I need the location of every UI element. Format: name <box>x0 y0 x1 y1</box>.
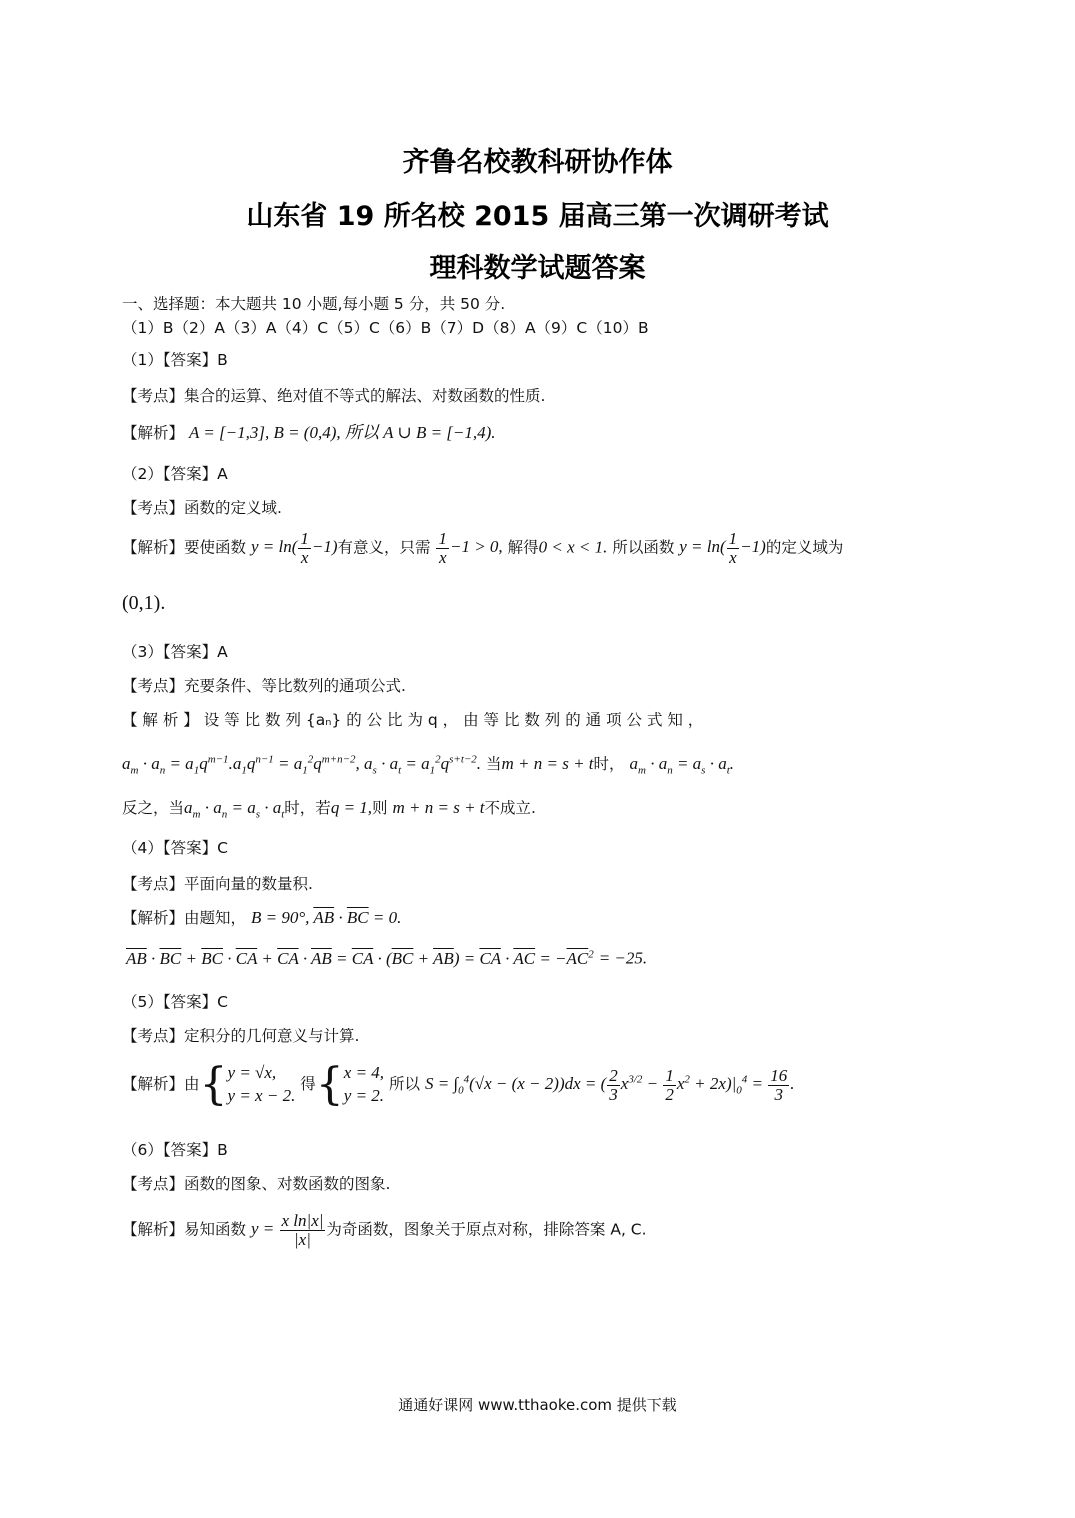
q4-analysis-label: 【解析】 <box>122 909 185 927</box>
q4-vector-sum: $\overline{AB} \cdot \overline{BC} + \overline{BC} \cdot \overline{CA} + \overline{CA} \cdot \overline{AB} = \overline{CA} \cdot (\overline{BC} + \overline{AB}) = \overline{CA} \cdot \overline{AC} = -\overline{AC}^2$ <box>126 948 594 968</box>
q3-line1-text: 设 等 比 数 列 {aₙ} 的 公 比 为 q ， 由 等 比 数 列 的 通 项 公 式 知 ， <box>203 711 704 729</box>
q1-point: 【考点】集合的运算、绝对值不等式的解法、对数函数的性质. <box>122 387 546 405</box>
q4-line1-text: 由题知， <box>184 909 247 927</box>
q2-text-e: 的定义域为 <box>765 538 844 557</box>
q3-converse: $a_m \cdot a_n = a_s \cdot a_t$ <box>184 798 285 821</box>
q3-q-eq: q = 1, <box>330 798 373 817</box>
q1-answer: （1）【答案】B <box>122 351 228 369</box>
q2-text-a: 要使函数 <box>184 538 247 557</box>
q2-point: 【考点】函数的定义域. <box>122 499 282 517</box>
q3-analysis-line3 <box>122 796 536 820</box>
q2-func-1: y = ln( $\frac{1}{x}$ −1) <box>250 529 338 567</box>
q3-conclusion: $a_m \cdot a_n = a_s \cdot a_t$. <box>629 754 735 777</box>
q3-cond: m + n = s + t <box>501 754 594 773</box>
q4-analysis-line2 <box>126 948 647 969</box>
header-line-1: 齐鲁名校教科研协作体 <box>402 147 673 178</box>
q5-text-de: 得 <box>300 1074 316 1093</box>
q3-line2-when: 当 <box>485 755 502 773</box>
header-line-3: 理科数学试题答案 <box>429 253 646 284</box>
q2-answer: （2）【答案】A <box>122 465 228 483</box>
q1-analysis-label: 【解析】 <box>122 424 185 442</box>
q2-analysis <box>122 530 843 567</box>
q2-func-2: y = ln( $\frac{1}{x}$ −1) <box>679 529 766 567</box>
q4-angle: B = 90°, $\overline{AB} \cdot \overline{BC} = 0$. <box>250 908 402 927</box>
q5-integral: $S = \int_0^4(√x - (x - 2))dx$ = ( $\frac{2}{3}$ $x^{3/2}$ − $\frac{1}{2}$ $x^2 + 2x)|_0^4$ = $\frac{16}{3}$ . <box>424 1065 795 1104</box>
q2-range: 0 < x < 1. <box>538 537 608 557</box>
header-line-2: 山东省 19 所名校 2015 届高三第一次调研考试 <box>246 201 829 232</box>
section-heading: 一、选择题：本大题共 10 小题,每小题 5 分，共 50 分. <box>122 295 506 313</box>
q5-analysis-label: 【解析】 <box>122 1074 185 1093</box>
q3-line2-shi: 时， <box>593 755 625 773</box>
q2-text-b: 有意义，只需 <box>337 538 431 557</box>
q3-formula: $a_m \cdot a_n = a_1q^{m-1}.a_1q^{n-1} = a_1^2q^{m+n-2}$, $a_s \cdot a_t = a_1^2q^{s+t-2}$. <box>122 753 482 777</box>
q2-analysis-label: 【解析】 <box>122 538 185 557</box>
q5-text-suoyi: 所以 <box>389 1074 421 1093</box>
q3-mnst: m + n = s + t <box>392 798 485 817</box>
q5-brace-right-icon: { <box>315 1058 344 1110</box>
q4-answer: （4）【答案】C <box>122 839 228 857</box>
q3-answer: （3）【答案】A <box>122 643 228 661</box>
q2-text-d: 所以函数 <box>612 538 675 557</box>
footer: 通通好课网 www.tthaoke.com 提供下载 <box>398 1396 677 1414</box>
q2-result: (0,1). <box>122 592 166 614</box>
answer-summary: （1）B（2）A（3）A（4）C（5）C（6）B（7）D（8）A（9）C（10）B <box>122 319 649 337</box>
q5-answer: （5）【答案】C <box>122 993 228 1011</box>
q3-analysis-line2 <box>122 752 734 776</box>
q3-point: 【考点】充要条件、等比数列的通项公式. <box>122 677 406 695</box>
q4-analysis-line1 <box>122 906 401 928</box>
q3-line3-b: 时，若 <box>284 799 331 817</box>
q3-analysis-line1 <box>122 708 703 730</box>
q6-analysis-label: 【解析】 <box>122 1220 185 1239</box>
q3-analysis-label: 【 解 析 】 <box>122 711 199 729</box>
q1-analysis <box>122 418 496 443</box>
q4-result: = −25. <box>598 948 648 968</box>
q6-text-a: 易知函数 <box>184 1220 247 1239</box>
q3-line3-d: 不成立. <box>484 799 536 817</box>
q6-answer: （6）【答案】B <box>122 1141 228 1159</box>
q4-point: 【考点】平面向量的数量积. <box>122 875 313 893</box>
q6-analysis <box>122 1212 647 1249</box>
q5-system-1: y = √x, y = x − 2. <box>227 1063 296 1105</box>
q5-point: 【考点】定积分的几何意义与计算. <box>122 1027 360 1045</box>
q6-text-b: 为奇函数，图象关于原点对称，排除答案 A, C. <box>326 1220 647 1239</box>
q3-line3-a: 反之，当 <box>122 799 185 817</box>
q5-brace-left-icon: { <box>199 1058 228 1110</box>
q2-text-c: 解得 <box>507 538 539 557</box>
q5-system-2: x = 4, y = 2. <box>343 1063 385 1105</box>
q3-line3-c: 则 <box>372 799 388 817</box>
q5-text-you: 由 <box>184 1074 200 1093</box>
q1-analysis-math: A = [−1,3], B = (0,4), 所以 A ∪ B = [−1,4). <box>188 423 496 442</box>
q6-point: 【考点】函数的图象、对数函数的图象. <box>122 1175 391 1193</box>
q6-function: y = $\frac{\text{x ln|x|}}{|x|}$ <box>250 1211 324 1249</box>
q2-cond: $\frac{1}{x}$ −1 > 0, <box>438 529 503 567</box>
q5-analysis <box>122 1058 795 1110</box>
